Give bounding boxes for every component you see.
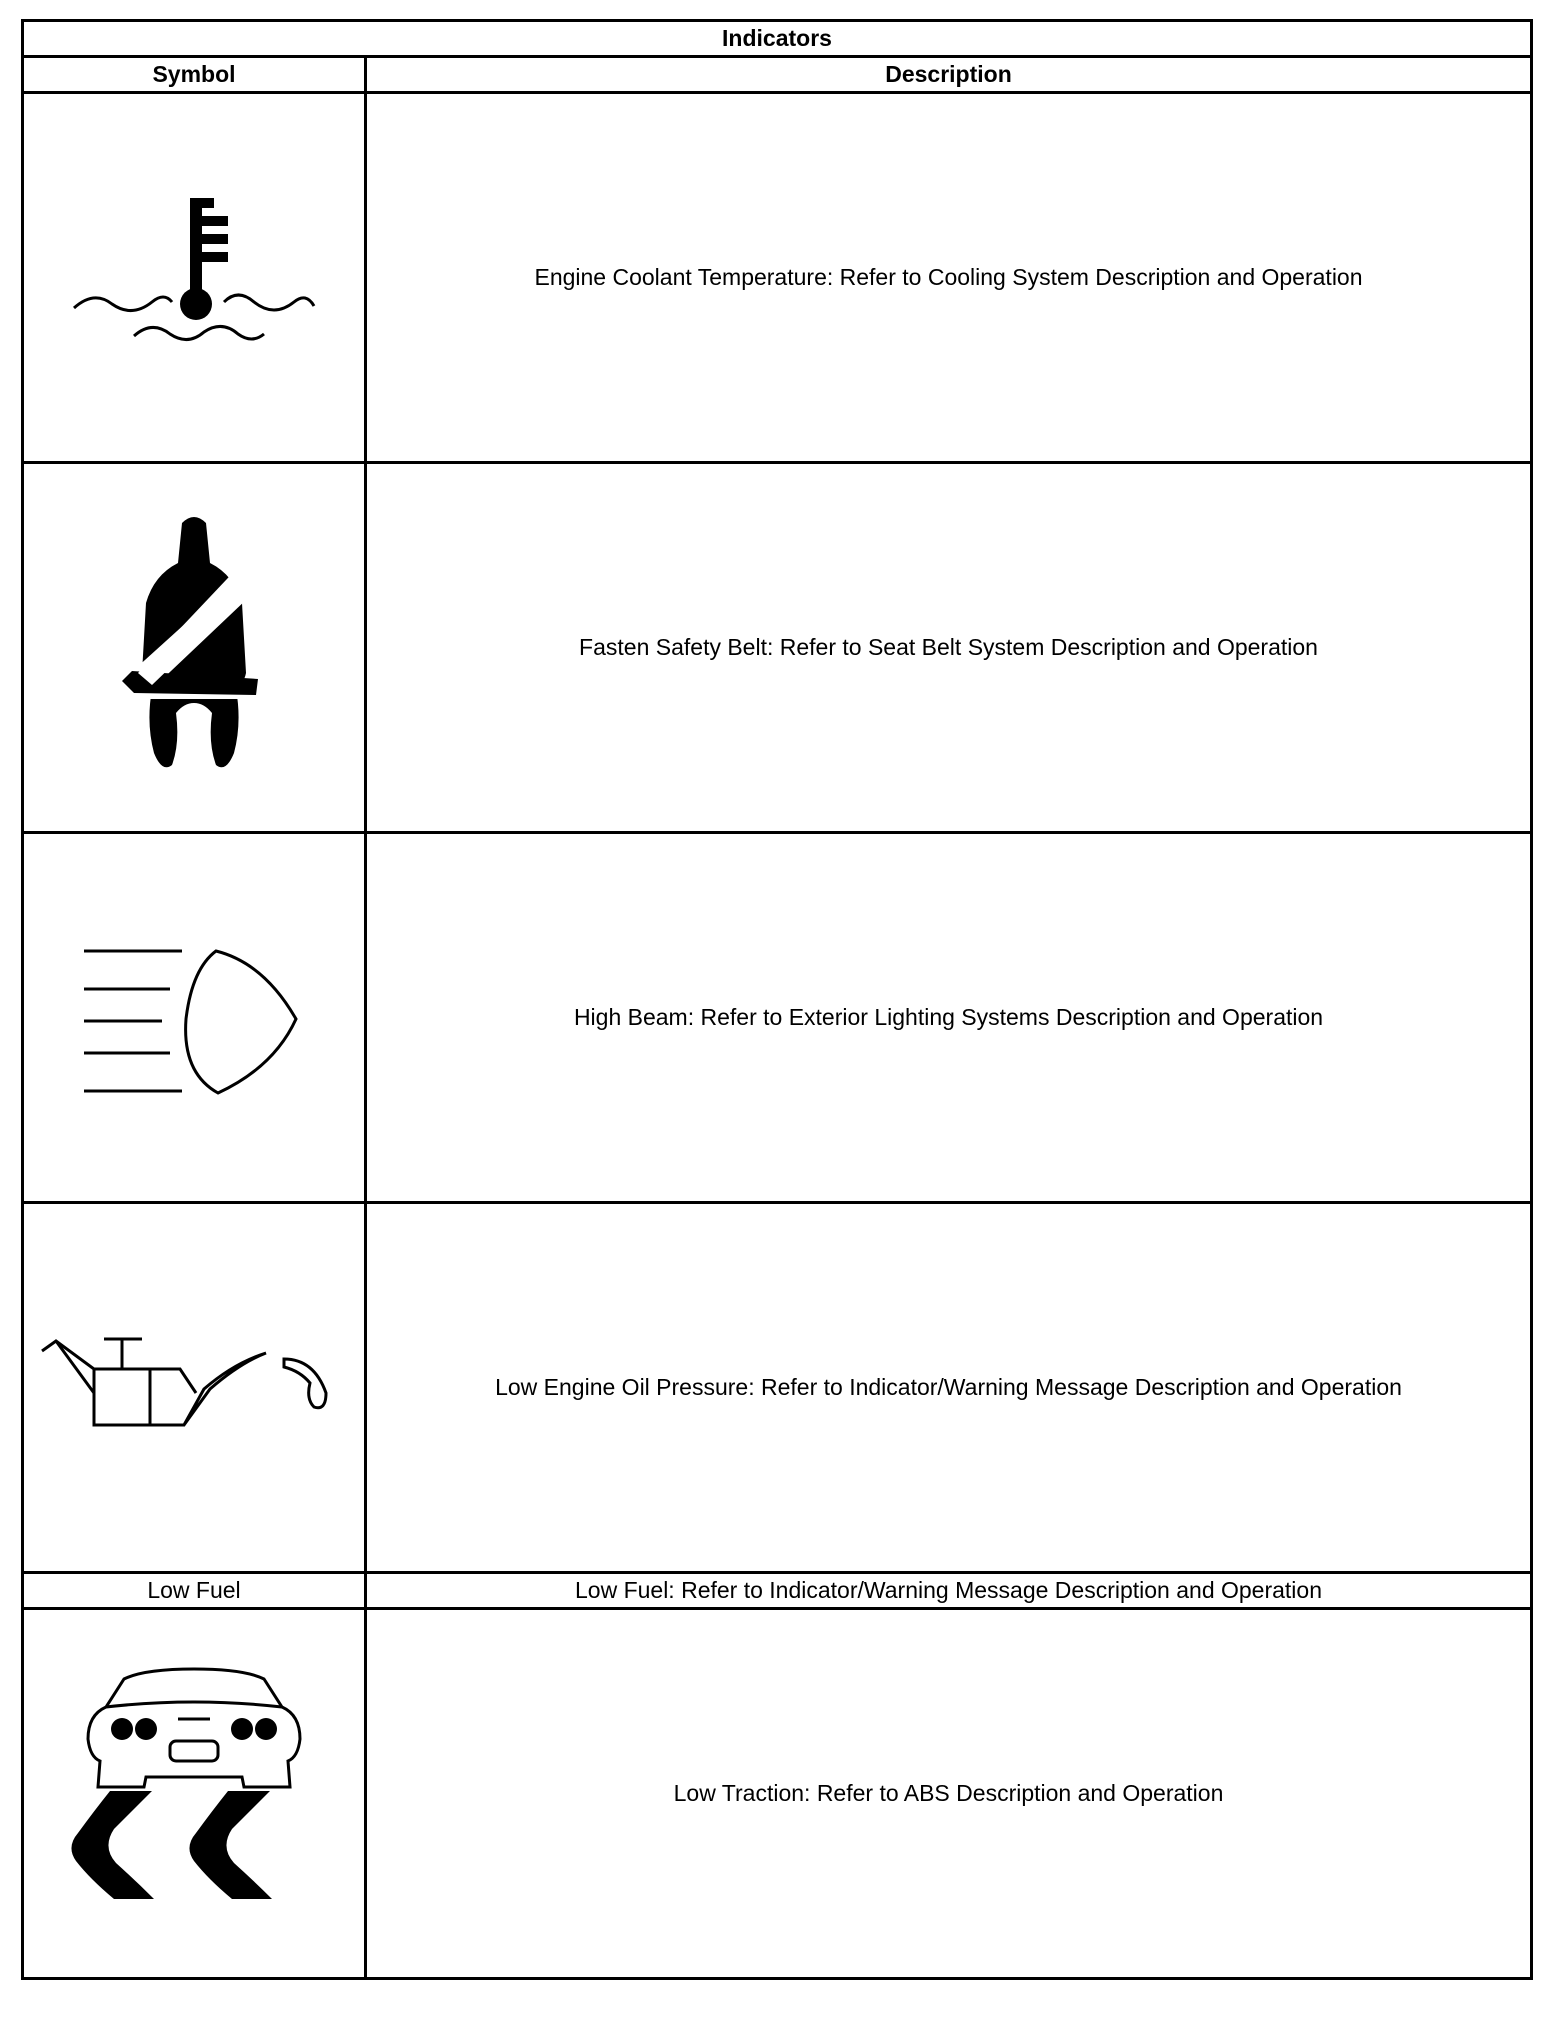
description-cell: Engine Coolant Temperature: Refer to Cooling System Description and Operation bbox=[366, 93, 1532, 463]
table-row bbox=[23, 463, 1532, 833]
symbol-column-header: Symbol bbox=[23, 57, 366, 93]
symbol-cell bbox=[23, 1203, 366, 1573]
low-engine-oil-pressure-icon bbox=[34, 1323, 354, 1453]
description-cell: Low Traction: Refer to ABS Description and Operation bbox=[366, 1609, 1532, 1979]
description-column-header: Description bbox=[366, 57, 1532, 93]
indicators-table bbox=[21, 19, 1533, 1980]
table-title: Indicators bbox=[23, 21, 1532, 57]
fasten-safety-belt-icon bbox=[94, 503, 294, 793]
table-row bbox=[23, 1203, 1532, 1573]
description-cell: Low Fuel: Refer to Indicator/Warning Message Description and Operation bbox=[366, 1573, 1532, 1609]
symbol-text-cell: Low Fuel bbox=[23, 1573, 366, 1609]
table-row bbox=[23, 1609, 1532, 1979]
table-row bbox=[23, 833, 1532, 1203]
table-row bbox=[23, 1573, 1532, 1609]
table-row bbox=[23, 93, 1532, 463]
symbol-cell bbox=[23, 833, 366, 1203]
description-cell: Fasten Safety Belt: Refer to Seat Belt System Description and Operation bbox=[366, 463, 1532, 833]
high-beam-icon bbox=[64, 933, 324, 1103]
engine-coolant-temperature-icon bbox=[54, 178, 334, 378]
low-traction-icon bbox=[54, 1659, 334, 1929]
symbol-cell bbox=[23, 1609, 366, 1979]
symbol-cell bbox=[23, 463, 366, 833]
description-cell: Low Engine Oil Pressure: Refer to Indicator/Warning Message Description and Operation bbox=[366, 1203, 1532, 1573]
description-cell: High Beam: Refer to Exterior Lighting Systems Description and Operation bbox=[366, 833, 1532, 1203]
symbol-cell bbox=[23, 93, 366, 463]
